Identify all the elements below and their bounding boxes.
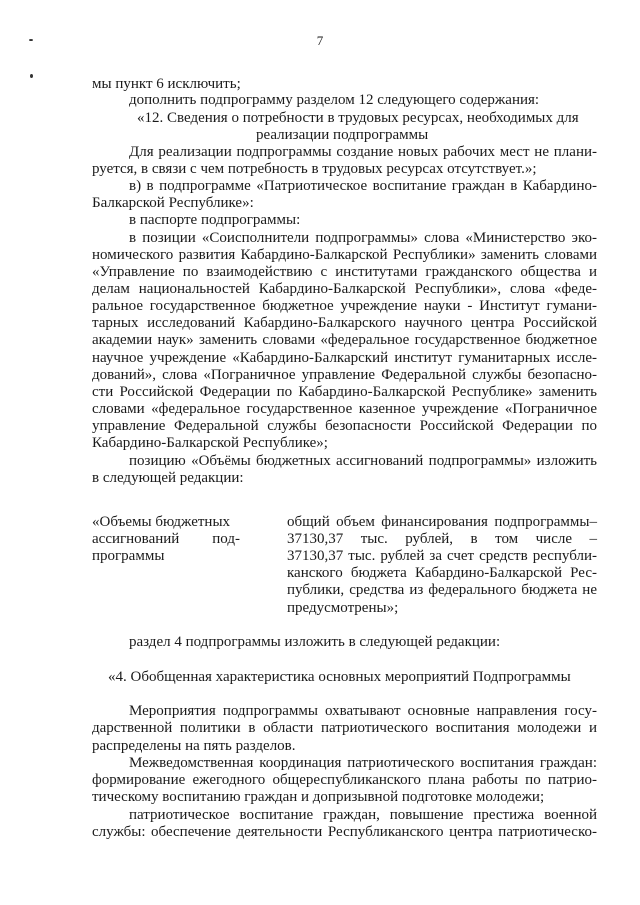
text-line: мы пункт 6 исключить; (92, 76, 241, 92)
table-label: ассигнований под- (92, 531, 240, 547)
table-value: публики, средства из федерального бюджета не (287, 582, 597, 598)
text-line: раздел 4 подпрограммы изложить в следующей редакции: (129, 634, 501, 650)
table-label: «Объемы бюджетных (92, 514, 231, 530)
text-line: службы: обеспечение деятельности Республиканского центра патриотическо- (92, 824, 597, 840)
text-line: позицию «Объёмы бюджетных ассигнований подпрограммы» изложить (129, 453, 597, 469)
section-heading: реализации подпрограммы (256, 127, 429, 143)
text-line: формирование ежегодного общереспубликанского плана работы по патрио- (92, 772, 597, 788)
text-line: в следующей редакции: (92, 470, 244, 486)
text-line: в паспорте подпрограммы: (129, 212, 301, 228)
text-line: Мероприятия подпрограммы охватывают основные направления госу- (129, 703, 597, 719)
section-heading: «12. Сведения о потребности в трудовых ресурсах, необходимых для (137, 110, 579, 126)
section-heading: «4. Обобщенная характеристика основных мероприятий Подпрограммы (108, 669, 571, 685)
text-line: номического развития Кабардино-Балкарской Республики» заменить словами (92, 247, 597, 263)
table-value: 37130,37 тыс. рублей, в том числе – (287, 531, 597, 547)
text-line: руется, в связи с чем потребность в трудовых ресурсах отсутствует.»; (92, 161, 537, 177)
text-line: патриотическое воспитание граждан, повышение престижа военной (129, 807, 597, 823)
table-value: 37130,37 тыс. рублей за счет средств республи- (287, 548, 597, 564)
table-value: общий объем финансирования подпрограммы– (287, 514, 597, 530)
text-line: Балкарской Республике»: (92, 195, 254, 211)
table-value: канского бюджета Кабардино-Балкарской Рес- (287, 565, 597, 581)
text-line: в позиции «Соисполнители подпрограммы» слова «Министерство эко- (129, 230, 597, 246)
text-line: Межведомственная координация патриотического воспитания граждан: (129, 755, 597, 771)
text-line: дополнить подпрограмму разделом 12 следующего содержания: (129, 92, 540, 108)
text-line: управление Федеральной службы безопасности Российской Федерации по (92, 418, 597, 434)
text-line: делам национальностей Кабардино-Балкарской Республики», слова «феде- (92, 281, 597, 297)
table-label: программы (92, 548, 165, 564)
text-line: словами «федеральное государственное казенное учреждение «Пограничное (92, 401, 597, 417)
text-line: ральное государственное бюджетное учреждение науки - Институт гумани- (92, 298, 597, 314)
text-line: академии наук» заменить словами «федеральное государственное бюджетное (92, 332, 597, 348)
text-line: Для реализации подпрограммы создание новых рабочих мест не плани- (129, 144, 597, 160)
text-line: тическому воспитанию граждан и допризывной подготовке молодежи; (92, 789, 545, 805)
text-line: дований», слова «Пограничное управление Федеральной службы безопасно- (92, 367, 597, 383)
text-line: в) в подпрограмме «Патриотическое воспитание граждан в Кабардино- (129, 178, 597, 194)
text-line: сти Российской Федерации по Кабардино-Балкарской Республике» заменить (92, 384, 597, 400)
page-number: 7 (316, 33, 324, 48)
table-value: предусмотрены»; (287, 600, 399, 616)
text-line: дарственной политики в области патриотического воспитания молодежи и (92, 720, 597, 736)
scan-artifact-dot (30, 74, 33, 78)
text-line: распределены на пять разделов. (92, 738, 296, 754)
text-line: «Управление по взаимодействию с институтами гражданского общества и (92, 264, 597, 280)
text-line: Кабардино-Балкарской Республике»; (92, 435, 328, 451)
text-line: научное учреждение «Кабардино-Балкарский институт гуманитарных иссле- (92, 350, 597, 366)
text-line: тарных исследований Кабардино-Балкарского научного центра Российской (92, 315, 597, 331)
